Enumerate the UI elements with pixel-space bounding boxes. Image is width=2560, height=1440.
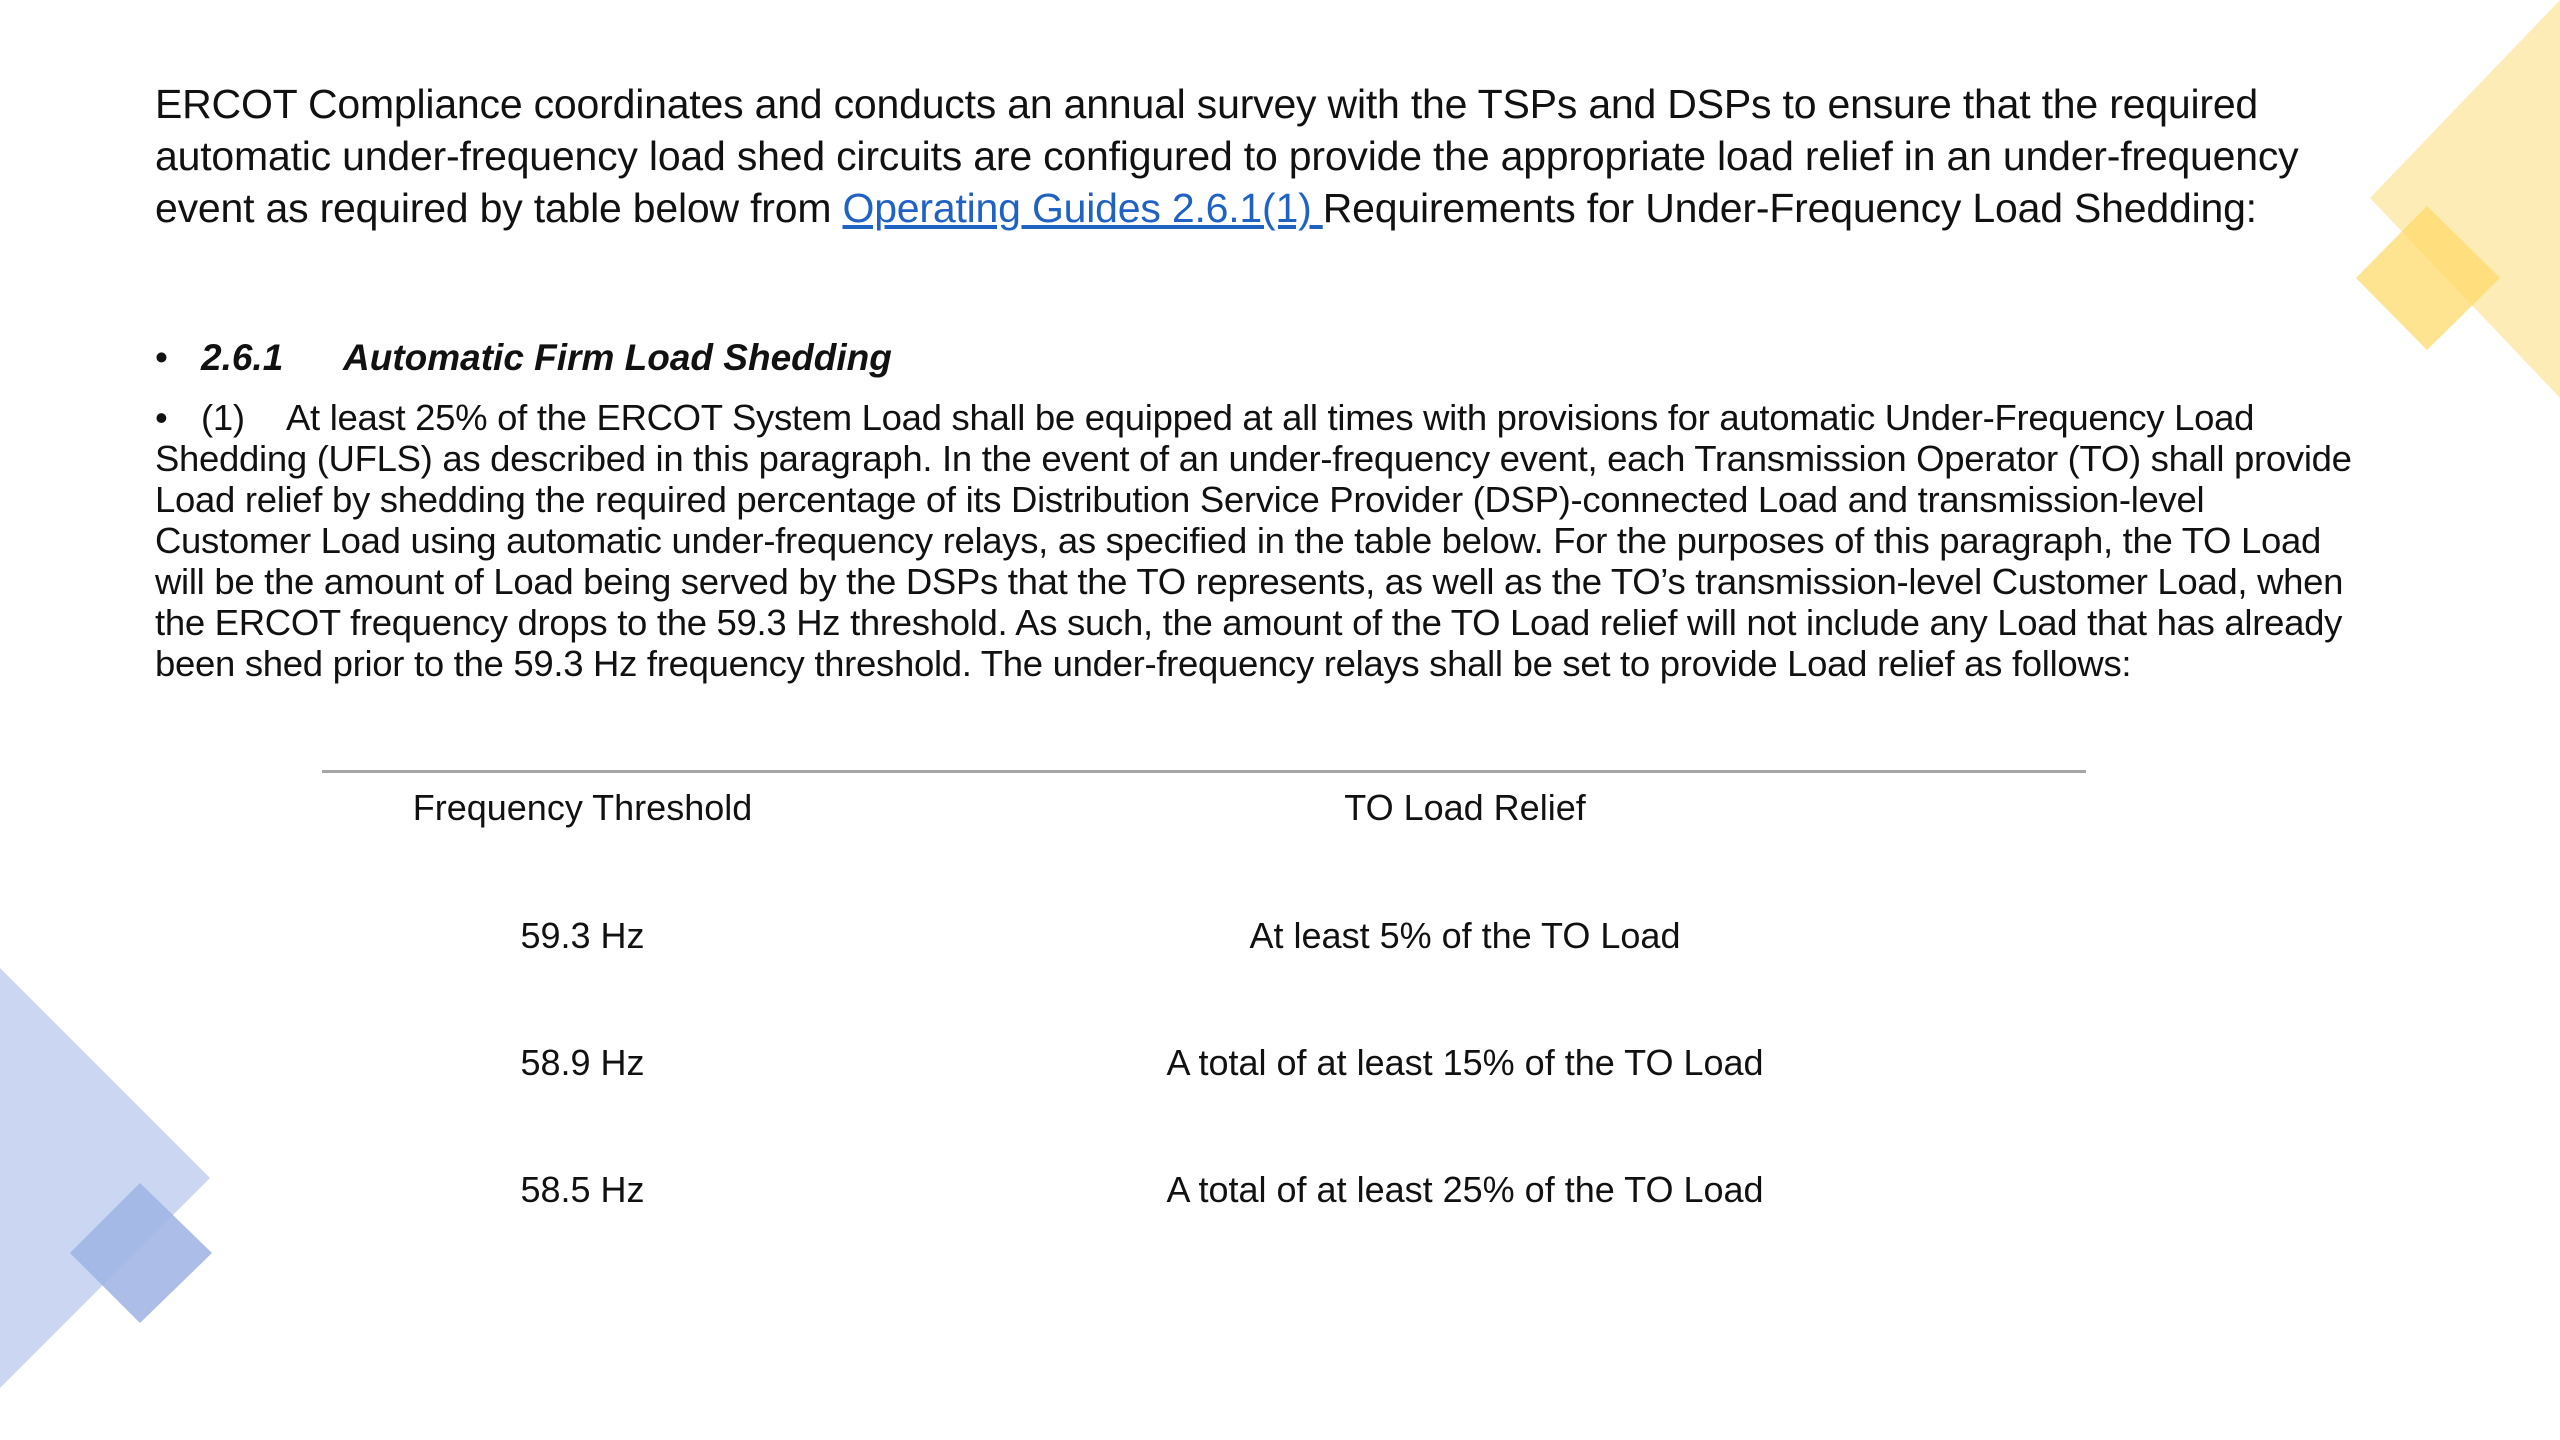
bullet-marker: • [155, 397, 168, 438]
table-cell-relief: A total of at least 25% of the TO Load [1166, 1169, 1764, 1210]
intro-paragraph [155, 78, 2400, 234]
table-cell-relief: At least 5% of the TO Load [1249, 915, 1681, 956]
table-cell-frequency: 58.5 Hz [520, 1169, 645, 1210]
section-heading [155, 332, 892, 384]
bullet-marker: • [155, 337, 168, 378]
table-cell-frequency: 59.3 Hz [520, 915, 645, 956]
paragraph-label: (1) [201, 397, 245, 438]
table-top-rule [322, 770, 2086, 773]
requirement-paragraph [155, 397, 2360, 684]
table-header-frequency: Frequency Threshold [412, 787, 753, 828]
intro-text-end: Requirements for Under-Frequency Load Shedding: [1322, 185, 2257, 231]
intro-text: ERCOT Compliance coordinates and conducts an annual survey with the TSPs and DSPs to ensure that the required automatic under-frequency load shed circuits are configured to provide the appropriate load relief in an under-frequency event as required by table below from [155, 81, 2299, 231]
operating-guides-link[interactable]: Operating Guides 2.6.1(1) [842, 185, 1323, 231]
blue-diamond-large [0, 968, 210, 1388]
section-number: 2.6.1 [201, 337, 284, 378]
paragraph-text: At least 25% of the ERCOT System Load shall be equipped at all times with provisions for automatic Under-Frequency Load Shedding (UFLS) as described in this paragraph. In the event of an under-frequency event, each Transmission Operator (TO) shall provide Load relief by shedding the required percentage of its Distribution Service Provider (DSP)-connected Load and transmission-level Customer Load using automatic under-frequency relays, as specified in the table below. For the purposes of this paragraph, the TO Load will be the amount of Load being served by the DSPs that the TO represents, as well as the TO’s transmission-level Customer Load, when the ERCOT frequency drops to the 59.3 Hz threshold. As such, the amount of the TO Load relief will not include any Load that has already been shed prior to the 59.3 Hz frequency threshold. The under-frequency relays shall be set to provide Load relief as follows: [155, 397, 2352, 684]
table-cell-frequency: 58.9 Hz [520, 1042, 645, 1083]
blue-diamond-mid [70, 1183, 210, 1323]
table-cell-relief: A total of at least 15% of the TO Load [1166, 1042, 1764, 1083]
section-title: Automatic Firm Load Shedding [343, 337, 892, 378]
blue-diamond-small [70, 1183, 212, 1323]
table-header-relief: TO Load Relief [1344, 787, 1586, 828]
